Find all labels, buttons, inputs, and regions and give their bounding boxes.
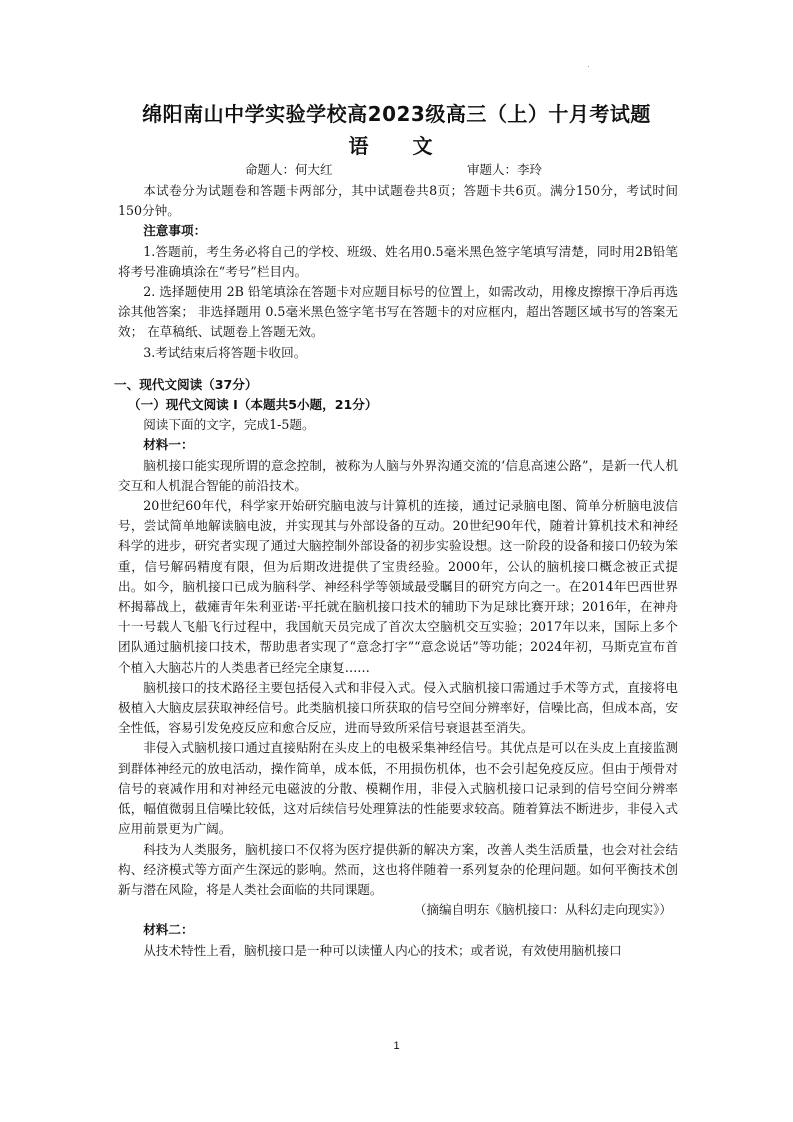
- exam-title: 绵阳南山中学实验学校高2023级高三（上）十月考试题: [142, 102, 651, 126]
- material-paragraph: 20世纪60年代，科学家开始研究脑电波与计算机的连接，通过记录脑电图、简单分析脑电波信号，尝试简单地解读脑电波，并实现其与外部设备的互动。20世纪90年代，随着计算机技术和神经科学的进步，研究者实现了通过大脑控制外部设备的初步实验设想。这一阶段的设备和接口仍较为笨重，信号解码精度有限，但为后期改进提供了宝贵经验。2000年，公认的脑机接口概念被正式提出。如今，脑机接口已成为脑科学、神经科学等领域最受瞩目的研究方向之一。在2014年巴西世界杯揭幕战上，截瘫青年朱利亚诺·平托就在脑机接口技术的辅助下为足球比赛开球；2016年，在神舟十一号载人飞船飞行过程中，我国航天员完成了首次太空脑机交互实验；2017年以来，国际上多个团队通过脑机接口技术，帮助患者实现了“意念打字”“意念说话”等功能；2024年初，马斯克宣布首个植入大脑芯片的人类患者已经完全康复……: [118, 498, 678, 675]
- material-paragraph: 脑机接口的技术路径主要包括侵入式和非侵入式。侵入式脑机接口需通过手术等方式，直接将电极植入大脑皮层获取神经信号。此类脑机接口所获取的信号空间分辨率好，信噪比高，但成本高，安全性低，容易引发免疫反应和愈合反应，进而导致所采信号衰退甚至消失。: [118, 679, 678, 736]
- notice-item: 1.答题前，考生务必将自己的学校、班级、姓名用0.5毫米黑色签字笔填写清楚，同时用2B铅笔将考号准确填涂在“考号”栏目内。: [118, 243, 678, 279]
- material-paragraph: 脑机接口能实现所谓的意念控制，被称为人脑与外界沟通交流的‘信息高速公路”，是新一代人机交互和人机混合智能的前沿技术。: [118, 457, 678, 493]
- subject-title: 语 文: [348, 134, 445, 158]
- scan-speck: [588, 66, 589, 67]
- material-paragraph: 非侵入式脑机接口通过直接贴附在头皮上的电极采集神经信号。其优点是可以在头皮上直接监测到群体神经元的放电活动，操作简单，成本低，不用损伤机体，也不会引起免疫反应。但由于颅骨对信号的衰减作用和对神经元电磁波的分散、模糊作用，非侵入式脑机接口记录到的信号空间分辨率低，幅值微弱且信噪比较低，这对后续信号处理算法的性能要求较高。随着算法不断进步，非侵入式应用前景更为广阔。: [118, 740, 678, 837]
- material-paragraph: 科技为人类服务，脑机接口不仅将为医疗提供新的解决方案，改善人类生活质量，也会对社会结构、经济模式等方面产生深远的影响。然而，这也将伴随着一系列复杂的伦理问题。如何平衡技术创新与潜在风险，将是人类社会面临的共同课题。: [118, 841, 678, 897]
- material-label: 材料一：: [143, 437, 194, 453]
- author: 命题人：何大红: [245, 162, 333, 177]
- material-label: 材料二：: [143, 922, 194, 938]
- notice-heading: 注意事项：: [143, 223, 207, 239]
- section-instruction: 阅读下面的文字，完成1-5题。: [143, 417, 315, 433]
- notice-item: 3.考试结束后将答题卡收回。: [143, 344, 307, 360]
- section-title: 一、现代文阅读（37分）: [114, 376, 258, 392]
- exam-body: [114, 181, 678, 961]
- intro-paragraph: 本试卷分为试题卷和答题卡两部分，其中试题卷共8页；答题卡共6页。满分150分，考试时间150分钟。: [118, 183, 678, 219]
- reviewer: 审题人：李玲: [467, 162, 543, 177]
- material-source: （摘编自明东《脑机接口：从科幻走向现实》）: [413, 902, 672, 918]
- notice-item: 2. 选择题使用 2B 铅笔填涂在答题卡对应题目标号的位置上，如需改动，用橡皮擦擦干净后再选涂其他答案； 非选择题用 0.5毫米黑色签字笔书写在答题卡的对应框内，超出答题区域书写的答案无效； 在草稿纸、试题卷上答题无效。: [118, 284, 678, 340]
- section-subtitle: （一）现代文阅读 I（本题共5小题，21分）: [128, 397, 378, 413]
- page-number: 1: [393, 1040, 400, 1052]
- material-paragraph: 从技术特性上看，脑机接口是一种可以读懂人内心的技术；或者说，有效使用脑机接口: [143, 942, 622, 958]
